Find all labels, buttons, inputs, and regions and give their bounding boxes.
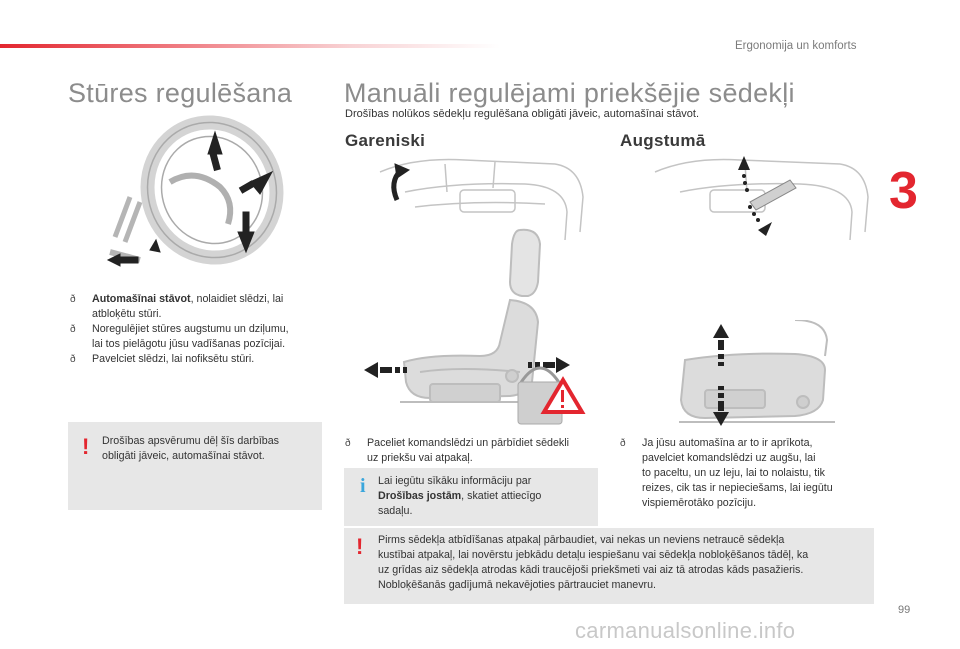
section-title: Ergonomija un komforts [735,40,857,52]
list-item: ð Noregulējiet stūres augstumu un dziļumu, lai tos pielāgotu jūsu vadīšanas pozīcijai. [70,323,289,350]
seat-lengthwise-illustration [360,222,588,432]
square-bullet-icon: ð [70,354,76,365]
page-number: 99 [898,604,911,616]
steering-title: Stūres regulēšana [68,78,293,108]
seat-height-illustration [675,320,875,430]
square-bullet-icon: ð [345,438,351,449]
warning-text: Pirms sēdekļa atbīdīšanas atpakaļ pārbaudiet, vai nekas un neviens netraucē sēdekļa kustībai atpakaļ, lai novērstu jebkādu detaļu iespiešanu vai sēdekļa nobloķēšanos tādēļ, ka uz grīdas aiz sēdekļa atrodas kādi traucējoši priekšmeti vai aiz tā atrodas kāds pasažieris. Nobloķēšanās gadījumā nekavējoties pārtrauciet manevru. [378,534,809,591]
square-bullet-icon: ð [620,438,626,449]
height-bullet-list [620,436,880,511]
seats-intro: Drošības nolūkos sēdekļu regulēšana obligāti jāveic, automašīnai stāvot. [345,108,700,120]
info-text: Lai iegūtu sīkāku informāciju par Drošības jostām, skatiet attiecīgo sadaļu. [378,475,542,517]
lengthwise-title: Gareniski [345,131,426,150]
square-bullet-icon: ð [70,294,76,305]
height-title: Augstumā [620,131,706,150]
steering-wheel-illustration [100,112,300,272]
warning-text: Drošības apsvērumu dēļ šīs darbības obligāti jāveic, automašīnai stāvot. [102,435,280,462]
header-accent-bar [0,44,500,48]
seats-title: Manuāli regulējami priekšējie sēdekļi [344,78,795,108]
list-item: ð Ja jūsu automašīna ar to ir aprīkota, pavelciet komandslēdzi uz augšu, lai to paceltu, un uz leju, lai to nolaistu, tik reizes, cik tas ir nepieciešams, lai iegūtu vispiemērotāko pozīciju. [620,437,833,509]
list-item: ð Pavelciet slēdzi, lai nofiksētu stūri. [70,353,255,365]
watermark: carmanualsonline.info [575,618,796,643]
lengthwise-bullet-list [345,436,605,466]
info-icon: i [360,475,366,497]
exclamation-icon: ! [82,434,90,459]
seat-warning-box [344,528,874,604]
seatbelt-info-box [344,468,598,526]
chapter-number: 3 [889,162,918,220]
seat-height-lever-detail-illustration [650,152,875,244]
exclamation-icon: ! [356,534,364,559]
list-item: ð Automašīnai stāvot, nolaidiet slēdzi, lai atbloķētu stūri. [70,293,284,320]
square-bullet-icon: ð [70,324,76,335]
list-item: ð Paceliet komandslēdzi un pārbīdiet sēdekli uz priekšu vai atpakaļ. [345,437,569,464]
steering-warning-box [68,422,322,510]
steering-bullet-list [70,292,330,367]
